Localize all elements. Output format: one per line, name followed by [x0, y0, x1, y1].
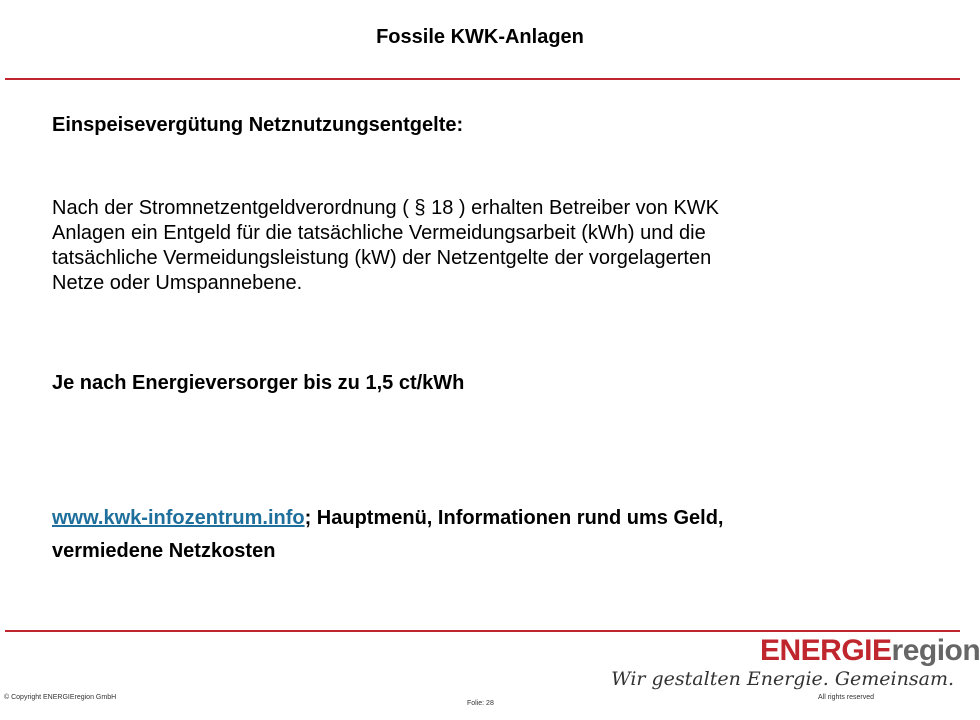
- reference-line-2: vermiedene Netzkosten: [52, 540, 276, 562]
- body-paragraph: [52, 196, 882, 296]
- body-line: Netze oder Umspannebene.: [52, 272, 303, 294]
- kwk-infozentrum-link[interactable]: www.kwk-infozentrum.info: [52, 507, 305, 529]
- rights-notice: All rights reserved: [818, 694, 875, 701]
- bottom-divider: [5, 630, 960, 632]
- slide-title: Fossile KWK-Anlagen: [376, 26, 584, 48]
- reference-line: [52, 502, 932, 568]
- body-line: Nach der Stromnetzentgeldverordnung ( § 18 ) erhalten Betreiber von KWK: [52, 197, 720, 219]
- slide-number: Folie: 28: [467, 700, 494, 707]
- section-heading: Einspeisevergütung Netznutzungsentgelte:: [52, 114, 464, 136]
- logo-tagline: Wir gestalten Energie. Gemeinsam.: [611, 668, 954, 690]
- energieregion-logo: ENERGIEregion: [760, 634, 980, 667]
- copyright-notice: © Copyright ENERGIEregion GmbH: [4, 694, 117, 701]
- body-line: Anlagen ein Entgeld für die tatsächliche Vermeidungsarbeit (kWh) und die: [52, 222, 706, 244]
- highlight-statement: Je nach Energieversorger bis zu 1,5 ct/kWh: [52, 372, 465, 394]
- top-divider: [5, 78, 960, 80]
- reference-suffix: ; Hauptmenü, Informationen rund ums Geld,: [304, 507, 724, 529]
- body-line: tatsächliche Vermeidungsleistung (kW) der Netzentgelte der vorgelagerten: [52, 247, 712, 269]
